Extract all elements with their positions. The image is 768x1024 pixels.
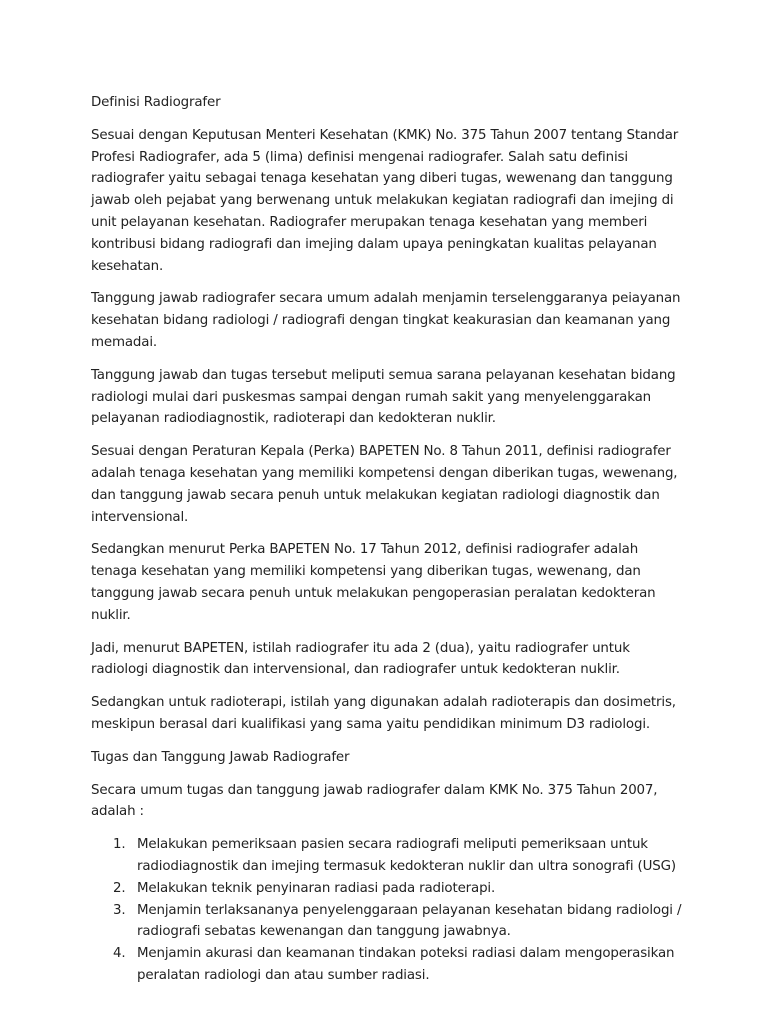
section-heading-definisi: Definisi Radiografer xyxy=(91,95,221,110)
paragraph-bapeten-summary: Jadi, menurut BAPETEN, istilah radiografer itu ada 2 (dua), yaitu radiografer untuk radiologi diagnostik dan intervensional, dan radiografer untuk kedokteran nuklir. xyxy=(91,640,630,678)
list-item xyxy=(113,943,688,987)
list-item xyxy=(113,900,688,944)
list-item-text: Menjamin akurasi dan keamanan tindakan poteksi radiasi dalam mengoperasikan peralatan radiologi dan atau sumber radiasi. xyxy=(137,946,675,983)
paragraph-scope: Tanggung jawab dan tugas tersebut meliputi semua sarana pelayanan kesehatan bidang radiologi mulai dari puskesmas sampai dengan rumah sakit yang menyelenggarakan pelayanan radiodiagnostik, radioterapi dan kedokteran nuklir. xyxy=(91,367,676,427)
list-item xyxy=(113,834,688,878)
list-item xyxy=(113,878,688,900)
task-list xyxy=(91,834,688,987)
section-heading-tugas: Tugas dan Tanggung Jawab Radiografer xyxy=(91,749,350,765)
list-item-number: 1. xyxy=(113,837,126,853)
paragraph-kmk-definition: Sesuai dengan Keputusan Menteri Kesehatan (KMK) No. 375 Tahun 2007 tentang Standar Profesi Radiografer, ada 5 (lima) definisi mengenai radiografer. Salah satu definisi radiografer yaitu sebagai tenaga kesehatan yang diberi tugas, wewenang dan tanggung jawab oleh pejabat yang berwenang untuk melakukan kegiatan radiografi dan imejing di unit pelayanan kesehatan. Radiografer merupakan tenaga kesehatan yang memberi kontribusi bidang radiografi dan imejing dalam upaya peningkatan kualitas pelayanan kesehatan. xyxy=(91,127,679,274)
list-item-text: Menjamin terlaksananya penyelenggaraan pelayanan kesehatan bidang radiologi / radiografi sebatas kewenangan dan tanggung jawabnya. xyxy=(137,902,682,940)
paragraph-radioterapi: Sedangkan untuk radioterapi, istilah yang digunakan adalah radioterapis dan dosimetris, meskipun berasal dari kualifikasi yang sama yaitu pendidikan minimum D3 radiologi. xyxy=(91,695,676,732)
paragraph-perka-2011: Sesuai dengan Peraturan Kepala (Perka) BAPETEN No. 8 Tahun 2011, definisi radiografer adalah tenaga kesehatan yang memiliki kompetensi dengan diberikan tugas, wewenang, dan tanggung jawab secara penuh untuk melakukan kegiatan radiologi diagnostik dan intervensional. xyxy=(91,444,678,525)
list-item-text: Melakukan pemeriksaan pasien secara radiografi meliputi pemeriksaan untuk radiodiagnostik dan imejing termasuk kedokteran nuklir dan ultra sonografi (USG) xyxy=(137,837,676,874)
list-item-text: Melakukan teknik penyinaran radiasi pada radioterapi. xyxy=(137,880,496,896)
paragraph-perka-2012: Sedangkan menurut Perka BAPETEN No. 17 Tahun 2012, definisi radiografer adalah tenaga kesehatan yang memiliki kompetensi yang diberikan tugas, wewenang, dan tanggung jawab secara penuh untuk melakukan pengoperasian peralatan kedokteran nuklir. xyxy=(91,542,656,623)
paragraph-general-responsibility: Tanggung jawab radiografer secara umum adalah menjamin terselenggaranya peiayanan kesehatan bidang radiologi / radiografi dengan tingkat keakurasian dan keamanan yang memadai. xyxy=(91,291,681,350)
list-item-number: 4. xyxy=(113,946,126,962)
paragraph-tasks-intro: Secara umum tugas dan tanggung jawab radiografer dalam KMK No. 375 Tahun 2007, adalah : xyxy=(91,782,658,820)
list-item-number: 2. xyxy=(113,880,126,896)
list-item-number: 3. xyxy=(113,902,126,918)
